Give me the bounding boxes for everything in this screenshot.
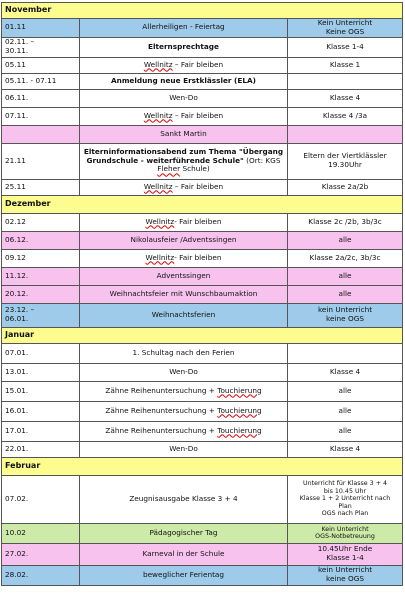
event-title bbox=[80, 475, 288, 523]
event-date: 02.11. – 30.11. bbox=[2, 37, 80, 57]
event-date: 06.12. bbox=[2, 231, 80, 249]
event-title bbox=[80, 107, 288, 125]
event-note: Unterricht für Klasse 3 + 4 bis 10.45 Uhr Klasse 1 + 2 Unterricht nach Plan OGS nach Plan bbox=[288, 475, 403, 523]
event-text-segment: Fleher bbox=[157, 164, 181, 174]
event-date: 27.02. bbox=[2, 543, 80, 565]
event-row bbox=[2, 543, 403, 565]
event-text-segment: Elterninformationsabend zum Thema "Übergang Grundschule - weiterführende Schule" bbox=[83, 146, 284, 165]
month-header-row bbox=[2, 457, 403, 475]
month-label: Februar bbox=[2, 457, 403, 475]
event-date: 07.11. bbox=[2, 107, 80, 125]
event-text-segment: – Fair bleiben bbox=[172, 59, 224, 69]
event-note bbox=[288, 343, 403, 363]
event-note: Klasse 2a/2b bbox=[288, 179, 403, 195]
event-row bbox=[2, 285, 403, 303]
event-row bbox=[2, 381, 403, 401]
event-title bbox=[80, 543, 288, 565]
event-note: Klasse 4 /3a bbox=[288, 107, 403, 125]
event-title bbox=[80, 421, 288, 441]
event-text-segment: Wen-Do bbox=[169, 366, 198, 376]
event-row bbox=[2, 565, 403, 585]
event-note: alle bbox=[288, 267, 403, 285]
event-text-segment: Wellnitz bbox=[143, 181, 173, 191]
event-text-segment: Weihnachtsfeier mit Wunschbaumaktion bbox=[109, 288, 258, 298]
event-title bbox=[80, 401, 288, 421]
event-date: 02.12 bbox=[2, 213, 80, 231]
event-note: alle bbox=[288, 231, 403, 249]
month-label: Januar bbox=[2, 327, 403, 343]
event-date: 17.01. bbox=[2, 421, 80, 441]
event-note bbox=[288, 125, 403, 143]
event-text-segment: Zeugnisausgabe Klasse 3 + 4 bbox=[129, 493, 238, 503]
event-row bbox=[2, 107, 403, 125]
event-title bbox=[80, 523, 288, 543]
event-note: Kein Unterricht Keine OGS bbox=[288, 19, 403, 38]
event-date: 23.12. – 06.01. bbox=[2, 303, 80, 327]
event-text-segment: Karneval in der Schule bbox=[142, 548, 225, 558]
event-text-segment: Nikolausfeier /Adventssingen bbox=[130, 234, 237, 244]
school-calendar-table bbox=[1, 2, 403, 586]
event-date: 07.01. bbox=[2, 343, 80, 363]
event-row bbox=[2, 37, 403, 57]
event-title bbox=[80, 441, 288, 457]
month-label: November bbox=[2, 3, 403, 19]
event-row bbox=[2, 343, 403, 363]
event-date: 09.12 bbox=[2, 249, 80, 267]
event-text-segment: Zähne Reihenuntersuchung + bbox=[105, 405, 218, 415]
event-row bbox=[2, 475, 403, 523]
event-title bbox=[80, 89, 288, 107]
event-note: Klasse 2a/2c, 3b/3c bbox=[288, 249, 403, 267]
event-row bbox=[2, 421, 403, 441]
event-title bbox=[80, 125, 288, 143]
event-text-segment: Touchierung bbox=[217, 425, 262, 435]
event-note: Klasse 4 bbox=[288, 89, 403, 107]
event-text-segment: Zähne Reihenuntersuchung + bbox=[105, 425, 218, 435]
event-text-segment: Wen-Do bbox=[169, 92, 198, 102]
event-text-segment: – Fair bleiben bbox=[172, 181, 224, 191]
event-date: 22.01. bbox=[2, 441, 80, 457]
event-date: 25.11 bbox=[2, 179, 80, 195]
event-title bbox=[80, 19, 288, 38]
event-note: Eltern der Viertklässler 19.30Uhr bbox=[288, 143, 403, 179]
event-text-segment: Touchierung bbox=[217, 385, 262, 395]
event-date: 07.02. bbox=[2, 475, 80, 523]
event-title bbox=[80, 57, 288, 73]
event-row bbox=[2, 179, 403, 195]
event-text-segment: Touchierung bbox=[217, 405, 262, 415]
event-date: 28.02. bbox=[2, 565, 80, 585]
event-text-segment: Adventssingen bbox=[156, 270, 211, 280]
event-text-segment: 1. Schultag nach den Ferien bbox=[132, 347, 235, 357]
event-row bbox=[2, 125, 403, 143]
event-title bbox=[80, 381, 288, 401]
event-note: Klasse 4 bbox=[288, 441, 403, 457]
event-date: 10.02 bbox=[2, 523, 80, 543]
event-title bbox=[80, 303, 288, 327]
event-title bbox=[80, 565, 288, 585]
event-text-segment: Wen-Do bbox=[169, 443, 198, 453]
event-row bbox=[2, 19, 403, 38]
event-date: 21.11 bbox=[2, 143, 80, 179]
event-date: 06.11. bbox=[2, 89, 80, 107]
month-header-row bbox=[2, 327, 403, 343]
event-date: 11.12. bbox=[2, 267, 80, 285]
event-text-segment: beweglicher Ferientag bbox=[142, 569, 225, 579]
event-note bbox=[288, 73, 403, 89]
event-date: 15.01. bbox=[2, 381, 80, 401]
event-date: 01.11 bbox=[2, 19, 80, 38]
event-row bbox=[2, 523, 403, 543]
event-row bbox=[2, 213, 403, 231]
event-note: alle bbox=[288, 421, 403, 441]
event-row bbox=[2, 249, 403, 267]
event-note: Klasse 4 bbox=[288, 363, 403, 381]
event-row bbox=[2, 303, 403, 327]
month-header-row bbox=[2, 3, 403, 19]
event-note: 10.45Uhr Ende Klasse 1-4 bbox=[288, 543, 403, 565]
event-title bbox=[80, 343, 288, 363]
event-row bbox=[2, 401, 403, 421]
event-date: 13.01. bbox=[2, 363, 80, 381]
month-header-row bbox=[2, 195, 403, 213]
event-note: kein Unterricht keine OGS bbox=[288, 303, 403, 327]
event-text-segment: Elternsprechtage bbox=[148, 41, 219, 51]
event-note: alle bbox=[288, 401, 403, 421]
event-title bbox=[80, 37, 288, 57]
event-text-segment: Weihnachtsferien bbox=[151, 309, 216, 319]
event-date: 20.12. bbox=[2, 285, 80, 303]
event-text-segment: Wellnitz bbox=[145, 216, 175, 226]
event-text-segment: Anmeldung neue Erstklässler (ELA) bbox=[110, 75, 257, 85]
event-title bbox=[80, 143, 288, 179]
event-note: alle bbox=[288, 381, 403, 401]
event-text-segment: Pädagogischer Tag bbox=[149, 527, 218, 537]
event-text-segment: Zähne Reihenuntersuchung + bbox=[105, 385, 218, 395]
event-row bbox=[2, 267, 403, 285]
event-row bbox=[2, 73, 403, 89]
event-text-segment: Wellnitz bbox=[143, 110, 173, 120]
event-text-segment: Wellnitz bbox=[145, 252, 175, 262]
event-text-segment: Allerheiligen - Feiertag bbox=[142, 22, 225, 32]
event-date: 16.01. bbox=[2, 401, 80, 421]
event-note: Klasse 2c /2b, 3b/3c bbox=[288, 213, 403, 231]
event-title bbox=[80, 249, 288, 267]
month-label: Dezember bbox=[2, 195, 403, 213]
event-note: Kein Unterricht OGS-Notbetreuung bbox=[288, 523, 403, 543]
event-date: 05.11 bbox=[2, 57, 80, 73]
event-row bbox=[2, 363, 403, 381]
event-title bbox=[80, 231, 288, 249]
event-text-segment: - Fair bleiben bbox=[174, 252, 222, 262]
event-title bbox=[80, 73, 288, 89]
event-text-segment: – Fair bleiben bbox=[172, 110, 224, 120]
event-row bbox=[2, 143, 403, 179]
event-note: kein Unterricht keine OGS bbox=[288, 565, 403, 585]
event-text-segment: (Ort: KGS bbox=[243, 155, 281, 165]
event-title bbox=[80, 179, 288, 195]
event-text-segment: - Fair bleiben bbox=[174, 216, 222, 226]
event-row bbox=[2, 57, 403, 73]
event-note: Klasse 1 bbox=[288, 57, 403, 73]
event-title bbox=[80, 363, 288, 381]
event-text-segment: Schule) bbox=[180, 164, 210, 174]
event-date bbox=[2, 125, 80, 143]
event-note: Klasse 1-4 bbox=[288, 37, 403, 57]
event-title bbox=[80, 267, 288, 285]
calendar-body bbox=[2, 3, 403, 586]
event-row bbox=[2, 441, 403, 457]
event-title bbox=[80, 213, 288, 231]
event-text-segment: Sankt Martin bbox=[160, 128, 207, 138]
event-date: 05.11. - 07.11 bbox=[2, 73, 80, 89]
event-row bbox=[2, 89, 403, 107]
event-note: alle bbox=[288, 285, 403, 303]
event-text-segment: Wellnitz bbox=[143, 59, 173, 69]
event-title bbox=[80, 285, 288, 303]
event-row bbox=[2, 231, 403, 249]
